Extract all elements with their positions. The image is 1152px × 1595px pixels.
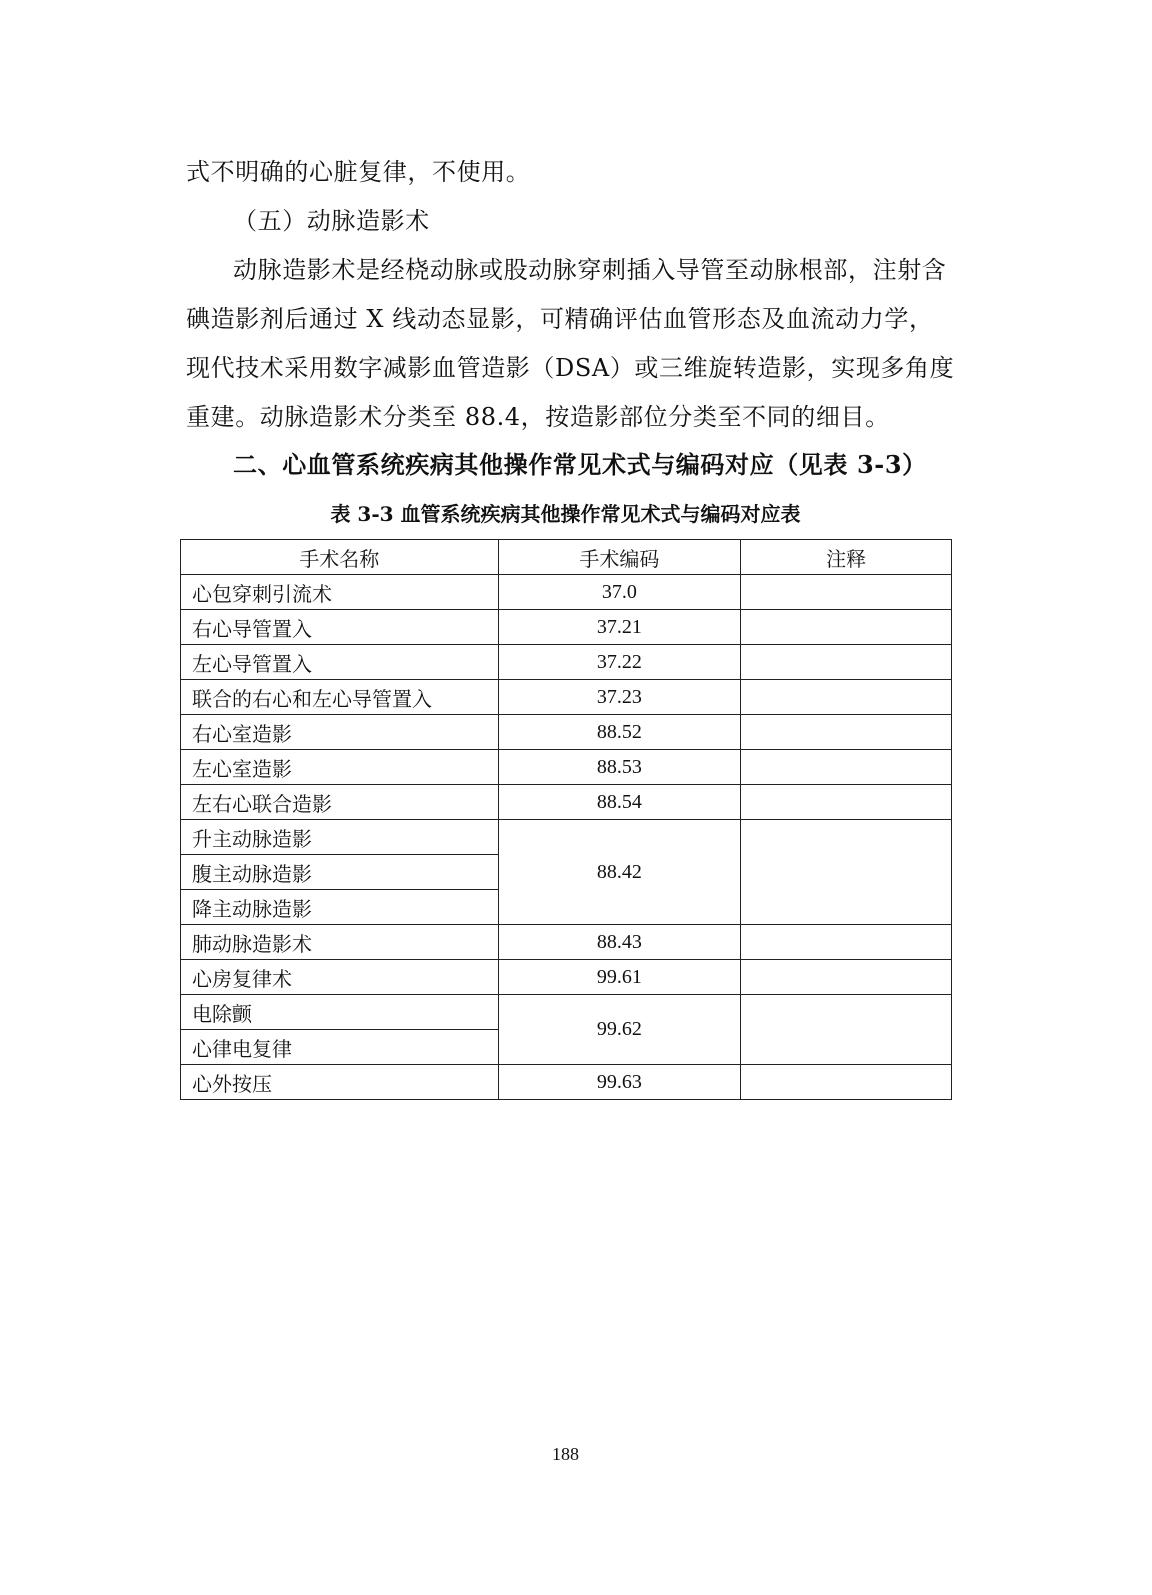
table-row (181, 610, 952, 645)
paragraph-line-5: 现代技术采用数字减影血管造影（DSA）或三维旋转造影，实现多角度 (186, 354, 955, 382)
paragraph-line-6: 重建。动脉造影术分类至 88.4，按造影部位分类至不同的细目。 (186, 403, 890, 431)
procedure-code-table (180, 539, 952, 1100)
procedure-note (741, 820, 952, 925)
procedure-code: 88.52 (498, 715, 741, 750)
header-procedure-code: 手术编码 (498, 540, 741, 575)
table-row (181, 960, 952, 995)
procedure-code: 37.21 (498, 610, 741, 645)
procedure-name: 右心导管置入 (181, 610, 499, 645)
table-row (181, 575, 952, 610)
procedure-note (741, 785, 952, 820)
procedure-note (741, 680, 952, 715)
procedure-code: 88.53 (498, 750, 741, 785)
paragraph-line-3: 动脉造影术是经桡动脉或股动脉穿刺插入导管至动脉根部，注射含 (233, 256, 947, 284)
procedure-name: 联合的右心和左心导管置入 (181, 680, 499, 715)
procedure-name: 腹主动脉造影 (181, 855, 499, 890)
table-row (181, 925, 952, 960)
procedure-note (741, 575, 952, 610)
table-row (181, 1065, 952, 1100)
procedure-code: 99.61 (498, 960, 741, 995)
table-row (181, 680, 952, 715)
table-row (181, 820, 952, 855)
procedure-name: 左心导管置入 (181, 645, 499, 680)
procedure-note (741, 960, 952, 995)
procedure-name: 升主动脉造影 (181, 820, 499, 855)
subsection-heading: （五）动脉造影术 (233, 207, 430, 235)
table-row (181, 785, 952, 820)
procedure-code: 88.42 (498, 820, 741, 925)
header-procedure-name: 手术名称 (181, 540, 499, 575)
section-heading: 二、心血管系统疾病其他操作常见术式与编码对应（见表 3-3） (233, 450, 927, 479)
procedure-code: 88.43 (498, 925, 741, 960)
procedure-name: 肺动脉造影术 (181, 925, 499, 960)
procedure-name: 左心室造影 (181, 750, 499, 785)
procedure-name: 心外按压 (181, 1065, 499, 1100)
procedure-name: 右心室造影 (181, 715, 499, 750)
page-number: 188 (552, 1444, 579, 1464)
header-note: 注释 (741, 540, 952, 575)
procedure-code: 88.54 (498, 785, 741, 820)
procedure-code: 37.0 (498, 575, 741, 610)
table-row (181, 715, 952, 750)
procedure-code: 99.63 (498, 1065, 741, 1100)
procedure-note (741, 995, 952, 1065)
table-header-row (181, 540, 952, 575)
procedure-note (741, 750, 952, 785)
table-row (181, 750, 952, 785)
procedure-note (741, 610, 952, 645)
procedure-name: 心律电复律 (181, 1030, 499, 1065)
procedure-name: 心房复律术 (181, 960, 499, 995)
paragraph-line-4: 碘造影剂后通过 X 线动态显影，可精确评估血管形态及血流动力学， (186, 305, 934, 333)
procedure-note (741, 645, 952, 680)
table-caption: 表 3-3 血管系统疾病其他操作常见术式与编码对应表 (330, 502, 801, 526)
table-row (181, 995, 952, 1030)
paragraph-line-1: 式不明确的心脏复律，不使用。 (186, 158, 531, 186)
table-row (181, 645, 952, 680)
procedure-name: 电除颤 (181, 995, 499, 1030)
procedure-code: 37.23 (498, 680, 741, 715)
procedure-note (741, 925, 952, 960)
procedure-name: 左右心联合造影 (181, 785, 499, 820)
procedure-note (741, 1065, 952, 1100)
procedure-name: 降主动脉造影 (181, 890, 499, 925)
procedure-name: 心包穿刺引流术 (181, 575, 499, 610)
procedure-note (741, 715, 952, 750)
procedure-code: 99.62 (498, 995, 741, 1065)
procedure-code: 37.22 (498, 645, 741, 680)
